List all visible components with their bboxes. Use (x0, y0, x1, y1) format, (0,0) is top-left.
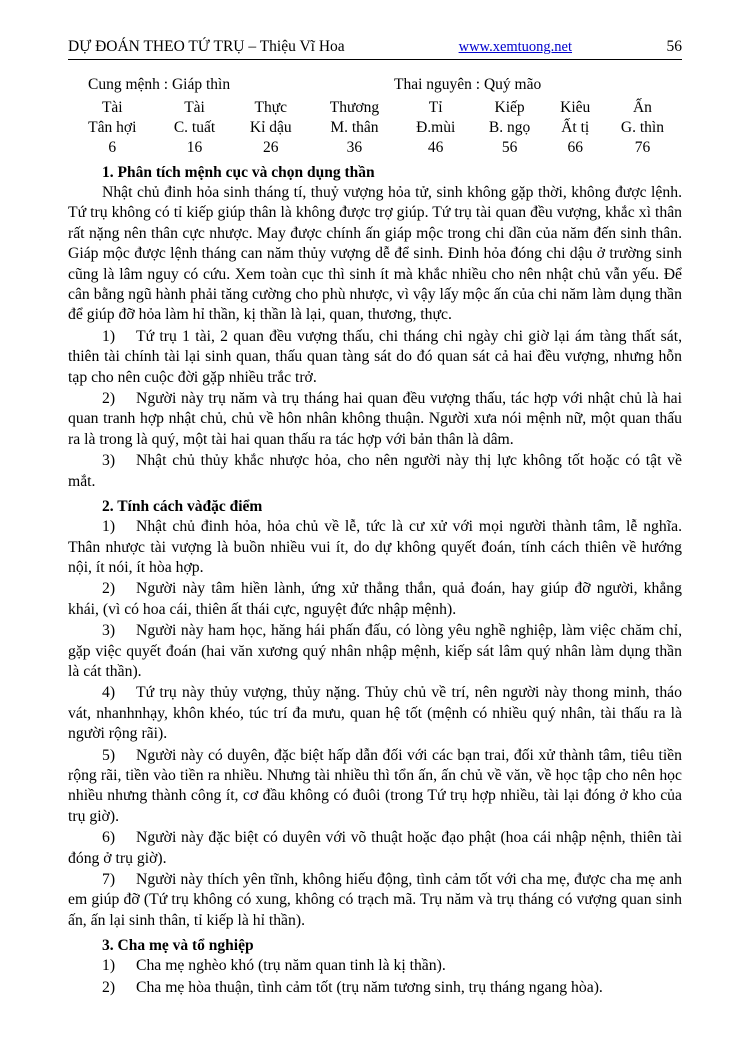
cung-menh-label: Cung mệnh : Giáp thìn (88, 76, 231, 93)
list-item (68, 683, 682, 744)
pillar-label: Tài (101, 99, 123, 116)
pillar-value: Kỉ dậu (249, 119, 292, 136)
pillar-label: Tỉ (428, 99, 443, 116)
list-item-text: Người này tâm hiền lành, ứng xử thẳng thắn, quả đoán, hay giúp đỡ người, khẳng khái, (vì có hoa cái, thiên ất thái cực, nguyệt đức nhập mệnh). (68, 580, 682, 618)
book-title: DỰ ĐOÁN THEO TỨ TRỤ – Thiệu Vĩ Hoa (68, 38, 345, 55)
pillar-age: 56 (501, 139, 518, 156)
pillar-value: Ất tị (561, 119, 590, 136)
list-item-number: 3) (102, 622, 116, 640)
list-item (68, 327, 682, 388)
list-item-text: Người này ham học, hăng hái phấn đấu, có lòng yêu nghề nghiệp, làm việc chăm chỉ, gặp việc quyết đoán (hai văn xương quý nhân nhập mệnh, kiếp sát lâm quý nhân làm dụng thần là cát thần). (68, 622, 682, 680)
pillar-age: 66 (567, 139, 583, 156)
list-item (68, 451, 682, 492)
list-item (68, 870, 682, 931)
list-item (68, 978, 682, 998)
list-item-text: Tứ trụ này thủy vượng, thủy nặng. Thủy chủ về trí, nên người này thong minh, tháo vát, nhanhnhạy, khôn khéo, túc trí đa mưu, quan hệ tốt (mệnh có nhiều quý nhân, tài thấu ra là người rộng rãi). (68, 684, 682, 743)
list-item-text: Nhật chủ đinh hỏa, hỏa chủ về lễ, tức là cư xử với mọi người thành tâm, lễ nghĩa. Thân nhược tài vượng là buồn nhiều vui ít, do dự không quyết đoán, tính cách thiên về hướng nội, ít nói, ít hòa hợp. (68, 518, 682, 576)
list-item-number: 6) (102, 829, 116, 847)
list-item (68, 579, 682, 620)
pillar-age: 46 (427, 139, 444, 156)
pillar-value: G. thìn (620, 119, 664, 136)
table-row-ages (68, 138, 682, 158)
list-item-text: Người này đặc biệt có duyên với võ thuật hoặc đạo phật (hoa cái nhập nệnh, thiên tài đóng ở trụ giờ). (68, 829, 682, 867)
list-item-number: 2) (102, 580, 116, 598)
thai-nguyen-label: Thai nguyên : Quý mão (394, 76, 542, 93)
list-item-number: 1) (102, 327, 116, 345)
list-item-text: Người này thích yên tĩnh, không hiếu động, tình cảm tốt với cha mẹ, được cha mẹ anh em giúp đỡ (Tứ trụ không có xung, không có trạch mã. Trụ năm và trụ tháng có vượng quan sinh ấn, ấn lại sinh thân, tỉ kiếp là hỉ thần). (68, 871, 682, 929)
pillars-table (68, 98, 682, 158)
pillar-age: 16 (186, 139, 203, 156)
list-item-text: Cha mẹ nghèo khó (trụ năm quan tinh là kị thần). (136, 957, 446, 975)
list-item-number: 7) (102, 871, 116, 888)
list-item (68, 389, 682, 450)
list-item-number: 4) (102, 684, 116, 702)
list-item-text: Người này có duyên, đặc biệt hấp dẫn đối với các bạn trai, đối xử thành tâm, tiêu tiền rộng rãi, tiền vào tiền ra nhiều. Nhưng tài nhiều thì tổn ấn, ấn chủ về văn, về học tập cho nên học nhiều nhưng thành công ít, cơ đầu không có đuôi (trong Tứ trụ hợp nhiều, tài lại đóng ở kho của trụ giờ). (68, 746, 682, 825)
pillar-value: B. ngọ (488, 119, 531, 136)
pillar-value: Đ.mùi (416, 119, 456, 136)
pillar-value: Tân hợi (88, 119, 137, 136)
pillar-label: Kiêu (560, 99, 591, 116)
list-item-text: Cha mẹ hòa thuận, tình cảm tốt (trụ năm tương sinh, trụ tháng ngang hòa). (136, 978, 603, 996)
table-row-labels (68, 98, 682, 118)
pillar-label: Tài (184, 99, 205, 116)
chart-header-row (68, 76, 682, 94)
list-item-number: 1) (102, 518, 116, 536)
list-item-number: 1) (102, 957, 116, 975)
list-item-number: 2) (102, 390, 116, 408)
section-heading-2: 2. Tính cách vàđặc điểm (102, 498, 263, 516)
section-heading-1: 1. Phân tích mệnh cục và chọn dụng thần (102, 164, 375, 181)
page-header (68, 38, 682, 60)
list-item-number: 2) (102, 978, 116, 996)
pillar-label: Thực (254, 99, 288, 116)
list-item (68, 828, 682, 869)
list-item-text: Người này trụ năm và trụ tháng hai quan đều vượng thấu, tác hợp với nhật chủ là hai quan tranh hợp nhật chủ, chủ về hôn nhân không thuận. Người xưa nói mệnh nữ, một quan thấu ra là trong là quý, một tài hai quan thấu ra tác hợp với bản thân là dâm. (68, 390, 682, 448)
section-1-paragraph: Nhật chủ đinh hỏa sinh tháng tí, thuỷ vượng hỏa tử, sinh không gặp thời, không được lệnh. Tứ trụ không có tỉ kiếp giúp thân là không được trợ giúp. Tứ trụ tài quan đều vượng, khắc xì thân rất nặng nên thân cực nhược. May được chính ấn giáp mộc trong chi dần của năm đến sinh thân. Giáp mộc được lệnh tháng can năm thủy vượng dễ để sinh. Đinh hỏa đóng chi dậu ở trường sinh cũng là lâm nguy có cứu. Xem toàn cục thì sinh ít mà khắc nhiều cho nên nhật chủ vẫn yếu. Để cân bằng ngũ hành phải tăng cường cho phù nhược, vì vậy lấy mộc ấn của chi năm làm dụng thần để giúp đỡ hỏa làm hỉ thần, kị thần là lại, quan, thương, thực. (68, 184, 682, 324)
section-heading-3: 3. Cha mẹ và tổ nghiệp (102, 937, 254, 955)
pillar-value: C. tuất (173, 119, 216, 136)
table-row-pillars (68, 118, 682, 138)
list-item (68, 517, 682, 578)
pillar-label: Kiếp (494, 99, 525, 116)
pillar-label: Thương (329, 99, 380, 116)
pillar-label: Ấn (632, 99, 652, 116)
pillar-age: 76 (634, 139, 651, 156)
website-url[interactable]: www.xemtuong.net (458, 39, 573, 55)
pillar-age: 36 (346, 139, 363, 156)
list-item-text: Tứ trụ 1 tài, 2 quan đều vượng thấu, chi tháng chi ngày chi giờ lại ám tàng thất sát, thiên tài chính tài lại sinh quan, thấu quan tàng sát do đó quan sát cả hai đều vượng, nhưng hỗn tạp cho nên cuộc đời gặp nhiều trắc trở. (68, 327, 682, 386)
list-item (68, 621, 682, 682)
list-item (68, 956, 682, 976)
pillar-value: M. thân (330, 119, 379, 136)
list-item-text: Nhật chủ thủy khắc nhược hỏa, cho nên người này thị lực không tốt hoặc có tật về mắt. (68, 452, 682, 490)
list-item-number: 3) (102, 452, 116, 470)
list-item (68, 746, 682, 828)
pillar-age: 6 (108, 139, 117, 156)
pillar-age: 26 (263, 139, 279, 156)
list-item-number: 5) (102, 746, 116, 764)
page-number: 56 (666, 38, 682, 55)
four-pillars-chart (68, 76, 682, 158)
